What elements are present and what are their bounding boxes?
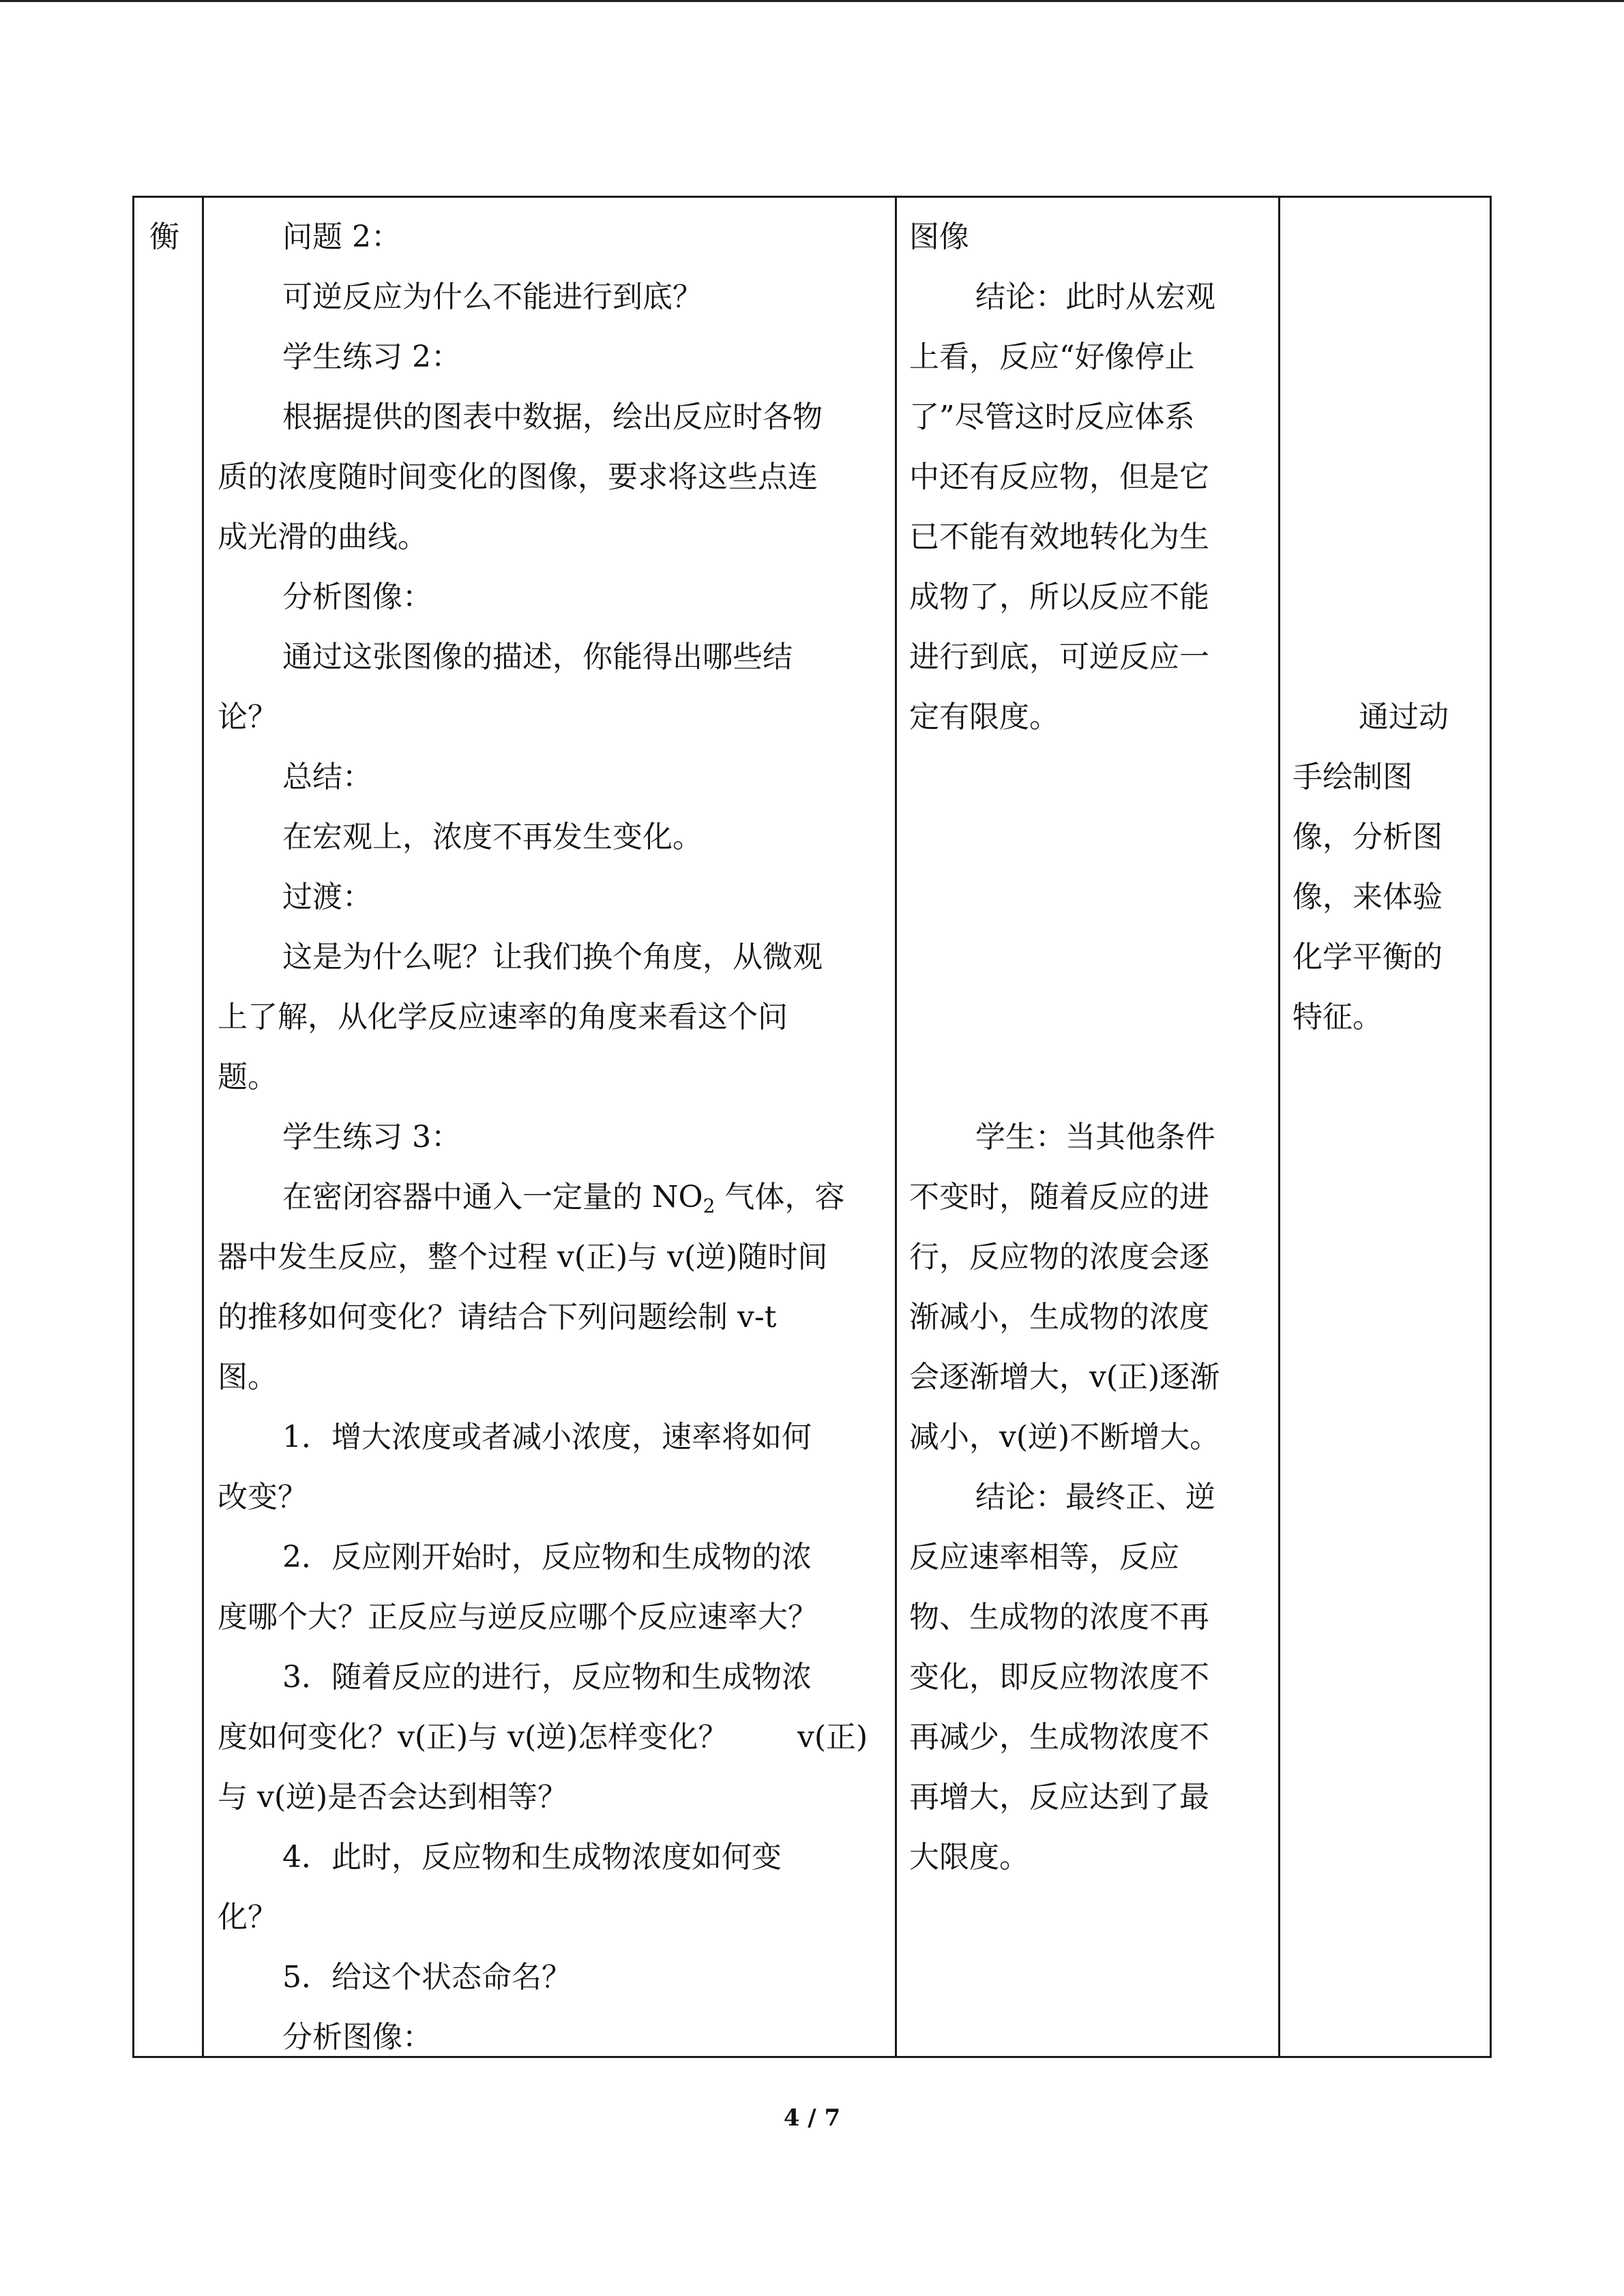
student-line: 定有限度。	[909, 700, 1059, 734]
student-line: 结论：最终正、逆	[975, 1480, 1215, 1515]
summary-title: 总结：	[282, 760, 372, 794]
exercise-3-line: 图。	[218, 1360, 278, 1395]
design-intent-column	[1280, 198, 1490, 2056]
student-line: 结论：此时从宏观	[975, 280, 1215, 314]
student-line: 上看，反应“好像停止	[909, 340, 1195, 374]
analysis-title: 分析图像：	[282, 580, 432, 614]
exercise-3-line: 器中发生反应，整个过程 v(正)与 v(逆)随时间	[218, 1240, 828, 1274]
student-line: 渐减小，生成物的浓度	[909, 1300, 1209, 1335]
student-line: 再减少，生成物浓度不	[909, 1720, 1209, 1755]
student-line: 了”尽管这时反应体系	[909, 400, 1195, 434]
teacher-activity-column	[204, 198, 897, 2056]
student-line: 已不能有效地转化为生	[909, 520, 1209, 554]
student-line: 图像	[909, 220, 969, 254]
sub-question-1: 改变？	[218, 1480, 308, 1515]
transition-line: 题。	[218, 1060, 278, 1094]
exercise-3-title: 学生练习 3：	[282, 1120, 461, 1154]
analysis-title: 分析图像：	[282, 2020, 432, 2055]
student-line: 中还有反应物，但是它	[909, 460, 1209, 494]
intent-line: 手绘制图	[1293, 760, 1413, 794]
student-line: 不变时，随着反应的进	[909, 1180, 1209, 1214]
stage-column	[134, 198, 204, 2056]
exercise-2-line: 根据提供的图表中数据，绘出反应时各物	[282, 400, 823, 434]
student-line: 再增大，反应达到了最	[909, 1780, 1209, 1815]
student-line: 大限度。	[909, 1840, 1029, 1875]
intent-line: 特征。	[1293, 1000, 1383, 1034]
sub-question-3: 3．随着反应的进行，反应物和生成物浓	[282, 1660, 812, 1695]
sub-question-5: 5．给这个状态命名？	[282, 1960, 572, 1995]
sub-question-2: 2．反应刚开始时，反应物和生成物的浓	[282, 1540, 812, 1575]
sub-question-3: 度如何变化？v(正)与 v(逆)怎样变化？	[218, 1720, 728, 1755]
sub-question-1: 1．增大浓度或者减小浓度，速率将如何	[282, 1420, 812, 1455]
student-line: 反应速率相等，反应	[909, 1540, 1179, 1575]
transition-title: 过渡：	[282, 880, 372, 914]
page-number: 4 / 7	[783, 2104, 841, 2132]
exercise-2-line: 成光滑的曲线。	[218, 520, 428, 554]
exercise-2-line: 质的浓度随时间变化的图像，要求将这些点连	[218, 460, 818, 494]
student-line: 物、生成物的浓度不再	[909, 1600, 1209, 1635]
student-line: 变化，即反应物浓度不	[909, 1660, 1209, 1695]
exercise-3-line: 的推移如何变化？请结合下列问题绘制 v-t	[218, 1300, 777, 1335]
student-line: 会逐渐增大，v(正)逐渐	[909, 1360, 1220, 1395]
analysis-line: 通过这张图像的描述，你能得出哪些结	[282, 640, 793, 674]
exercise-2-title: 学生练习 2：	[282, 340, 461, 374]
question-2-text: 可逆反应为什么不能进行到底？	[282, 280, 703, 314]
student-line: 减小，v(逆)不断增大。	[909, 1420, 1220, 1455]
student-line: 进行到底，可逆反应一	[909, 640, 1209, 674]
student-line: 行，反应物的浓度会逐	[909, 1240, 1209, 1274]
student-line: 学生：当其他条件	[975, 1120, 1215, 1154]
sub-question-2: 度哪个大？正反应与逆反应哪个反应速率大？	[218, 1600, 818, 1635]
sub-question-4: 4．此时，反应物和生成物浓度如何变	[282, 1840, 782, 1875]
intent-line: 通过动	[1359, 700, 1449, 734]
transition-line: 上了解，从化学反应速率的角度来看这个问	[218, 1000, 788, 1034]
sub-question-4: 化？	[218, 1900, 278, 1935]
transition-line: 这是为什么呢？让我们换个角度，从微观	[282, 940, 823, 974]
intent-line: 像，来体验	[1293, 880, 1443, 914]
student-line: 成物了，所以反应不能	[909, 580, 1209, 614]
exercise-3-line: 在密闭容器中通入一定量的 $NO_2$ 气体，容	[282, 1180, 845, 1217]
lesson-table	[132, 196, 1492, 2058]
question-2-title: 问题 2：	[282, 220, 401, 254]
sub-question-3: 与 v(逆)是否会达到相等？	[218, 1780, 568, 1815]
top-border	[0, 0, 1624, 2]
stage-label: 衡	[149, 220, 179, 254]
analysis-line: 论？	[218, 700, 278, 734]
summary-text: 在宏观上，浓度不再发生变化。	[282, 820, 703, 854]
student-activity-column	[897, 198, 1280, 2056]
intent-line: 化学平衡的	[1293, 940, 1443, 974]
intent-line: 像，分析图	[1293, 820, 1443, 854]
sub-question-3: v(正)	[797, 1720, 868, 1755]
